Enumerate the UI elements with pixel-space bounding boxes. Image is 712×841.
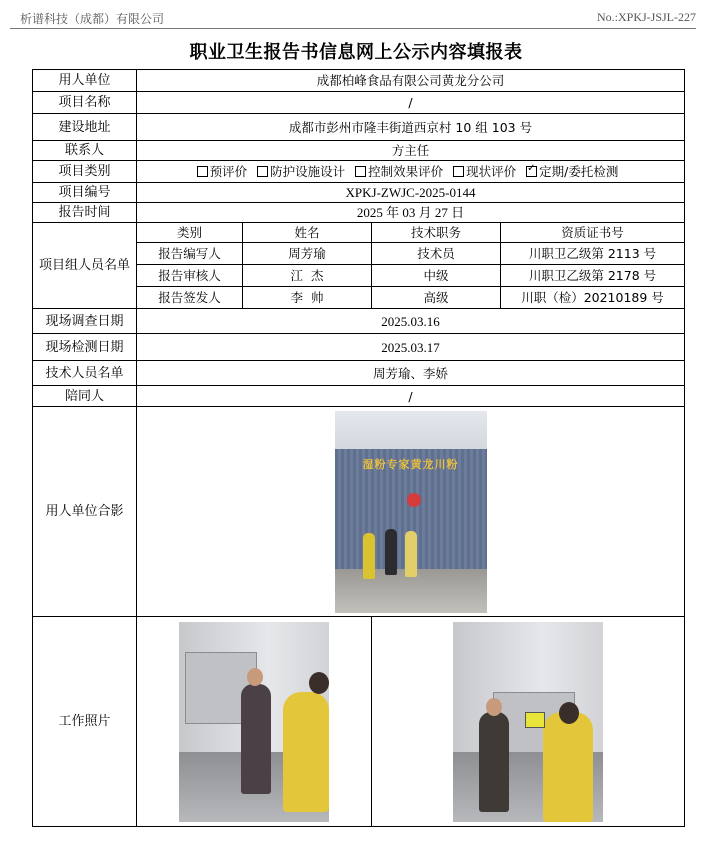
report-date-value: 2025 年 03 月 27 日 [137, 203, 685, 223]
row-contact [33, 141, 685, 161]
category-options [137, 161, 685, 183]
category-option-label: 防护设施设计 [270, 164, 346, 179]
category-option-label: 定期/委托检测 [539, 164, 619, 179]
photo-worker-head [486, 698, 502, 716]
photo-person [363, 533, 375, 579]
row-project-no [33, 183, 685, 203]
project-name-value: / [137, 92, 685, 114]
row-test-date [33, 334, 685, 361]
photo-worker [479, 712, 509, 812]
photo-worker [241, 684, 271, 794]
work-photo-cell [137, 617, 372, 827]
photo-inspector-head [309, 672, 329, 694]
checkbox-icon[interactable] [355, 166, 366, 177]
disclosure-form-table [32, 69, 685, 827]
work-photo [179, 622, 329, 822]
project-name-label: 项目名称 [33, 92, 137, 114]
photo-person [405, 531, 417, 577]
row-tech-staff [33, 361, 685, 386]
survey-date-value: 2025.03.16 [137, 309, 685, 334]
document-number: No.:XPKJ-JSJL-227 [596, 10, 696, 24]
group-photo [335, 411, 487, 613]
work-photo-cell [372, 617, 685, 827]
member-role: 报告审核人 [137, 265, 243, 287]
row-report-date [33, 203, 685, 223]
row-companion [33, 386, 685, 407]
row-address [33, 114, 685, 141]
team-header-row [33, 223, 685, 243]
work-photo [453, 622, 603, 822]
member-name: 江 杰 [243, 265, 372, 287]
tech-staff-label: 技术人员名单 [33, 361, 137, 386]
member-role: 报告编写人 [137, 243, 243, 265]
address-label: 建设地址 [33, 114, 137, 141]
employer-value: 成都柏峰食品有限公司黄龙分公司 [137, 70, 685, 92]
team-header-role: 类别 [137, 223, 243, 243]
photo-inspector-head [559, 702, 579, 724]
contact-label: 联系人 [33, 141, 137, 161]
row-work-photos [33, 617, 685, 827]
photo-person [385, 529, 397, 575]
company-name: 析谱科技（成都）有限公司 [20, 12, 165, 26]
tech-staff-value: 周芳瑜、李娇 [137, 361, 685, 386]
member-title: 高级 [372, 287, 501, 309]
team-header-name: 姓名 [243, 223, 372, 243]
team-header-title: 技术职务 [372, 223, 501, 243]
test-date-value: 2025.03.17 [137, 334, 685, 361]
member-cert: 川职（检）20210189 号 [501, 287, 685, 309]
member-title: 技术员 [372, 243, 501, 265]
category-option[interactable] [257, 164, 345, 179]
contact-value: 方主任 [137, 141, 685, 161]
category-option[interactable] [526, 164, 618, 179]
row-category [33, 161, 685, 183]
photo-meter-device [525, 712, 545, 728]
category-option[interactable] [197, 164, 248, 179]
category-option-label: 现状评价 [466, 164, 517, 179]
team-label: 项目组人员名单 [33, 223, 137, 309]
member-role: 报告签发人 [137, 287, 243, 309]
category-option[interactable] [355, 164, 443, 179]
work-photos-label: 工作照片 [33, 617, 137, 827]
employer-label: 用人单位 [33, 70, 137, 92]
project-no-value: XPKJ-ZWJC-2025-0144 [137, 183, 685, 203]
address-value: 成都市彭州市隆丰街道西京村 10 组 103 号 [137, 114, 685, 141]
report-date-label: 报告时间 [33, 203, 137, 223]
category-label: 项目类别 [33, 161, 137, 183]
survey-date-label: 现场调查日期 [33, 309, 137, 334]
row-project-name [33, 92, 685, 114]
member-title: 中级 [372, 265, 501, 287]
checkbox-icon[interactable] [257, 166, 268, 177]
checkbox-icon[interactable] [453, 166, 464, 177]
category-option-label: 预评价 [209, 164, 248, 179]
category-option-label: 控制效果评价 [368, 164, 444, 179]
project-no-label: 项目编号 [33, 183, 137, 203]
member-name: 李 帅 [243, 287, 372, 309]
photo-inspector [543, 712, 593, 822]
member-name: 周芳瑜 [243, 243, 372, 265]
companion-label: 陪同人 [33, 386, 137, 407]
checkbox-icon[interactable] [526, 166, 537, 177]
photo-sign-text: 湿粉专家黄龙川粉 [362, 457, 459, 471]
header-divider [10, 28, 696, 29]
row-group-photo [33, 407, 685, 617]
checkbox-icon[interactable] [197, 166, 208, 177]
test-date-label: 现场检测日期 [33, 334, 137, 361]
team-header-cert: 资质证书号 [501, 223, 685, 243]
row-employer [33, 70, 685, 92]
photo-inspector [283, 692, 329, 812]
row-survey-date [33, 309, 685, 334]
photo-logo-icon [407, 493, 421, 507]
photo-worker-head [247, 668, 263, 686]
group-photo-cell [137, 407, 685, 617]
companion-value: / [137, 386, 685, 407]
member-cert: 川职卫乙级第 2178 号 [501, 265, 685, 287]
category-option[interactable] [453, 164, 516, 179]
form-title: 职业卫生报告书信息网上公示内容填报表 [189, 42, 523, 63]
member-cert: 川职卫乙级第 2113 号 [501, 243, 685, 265]
group-photo-label: 用人单位合影 [33, 407, 137, 617]
